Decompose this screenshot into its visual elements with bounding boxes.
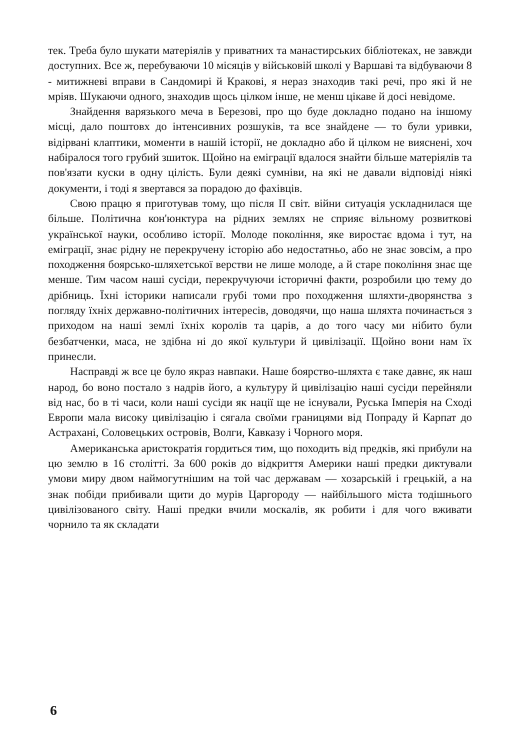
paragraph: Знайдення варязького меча в Березові, про що буде докладно подано на іншому місці, дало поштовх до інтенсивних розшуків, та все знайдене — то були уривки, відірвані клаптики, моменти в нашій історії, не докладно або й цілком не вияснені, хоч набіралося того грубий зшиток. Щойно на еміграції вдалося знайти більше матеріялів та пов'язати куски в одну цілість. Були деякі сумніви, на які не давали відповіді ніякі документи, і тоді я звертався за порадою до фахівців. bbox=[48, 106, 472, 195]
paragraph: Американська аристократія гордиться тим, що походить від предків, які прибули на цю землю в 16 столітті. За 600 років до відкриття Америки наші предки диктували умови миру двом наймогутнішим на той час державам — хозарській і грецькій, а на знак побіди прибивали щити до мурів Царгороду — найбільшого міста тодішнього цивілізованого світу. Наші предки вчили москалів, як робити і для чого вживати чорнило та як складати bbox=[48, 442, 472, 532]
paragraph: Свою працю я приготував тому, що після ІІ світ. війни ситуація ускладнилася ще більше. Політична кон'юнктура на рідних землях не сприяє вільному розвиткові української науки, особливо історії. Молоде покоління, яке виростає вдома і тут, на еміграції, знає рідну не перекручену історію або недостатньо, або не знає зовсім, а про походження боярсько-шляхетської верстви не лише молоде, а й старе покоління знає ще менше. Тим часом наші сусіди, перекручуючи історичні факти, розробили цю тему до дрібниць. Їхні історики написали грубі томи про походження шляхти-дворянства з погляду їхніх державно-політичних інтересів, доводячи, що наша шляхта починається з приходом на наші землі їхніх королів та царів, а до того часу ми нібито були безбатченки, маса, не здібна ні до якої культури й цивілізації. Щойно вони нам їх принесли. bbox=[48, 197, 472, 363]
page-number: 6 bbox=[50, 704, 57, 719]
paragraph: тек. Треба було шукати матеріялів у приватних та манастирських бібліотеках, не завжди доступних. Все ж, перебуваючи 10 місяців у військовій школі у Варшаві та відбуваючи 8 - митижневі вправи в Сандомирі й Кракові, я нераз знаходив такі речі, про які й не мріяв. Шукаючи одного, знаходив щось цілком інше, не менш цікаве й досі невідоме. bbox=[48, 45, 472, 103]
paragraph: Насправді ж все це було якраз навпаки. Наше боярство-шляхта є таке давнє, як наш народ, бо воно постало з надрів його, а культуру й цивілізацію наші сусіди перейняли від нас, бо в ті часи, коли наші сусіди як нації ще не існували, Руська Імперія на Сході Европи мала високу цивілізацію і сягала своїми границями від Попраду й Карпат до Астрахані, Соловецьких островів, Волги, Кавказу і Чорного моря. bbox=[48, 366, 472, 440]
page-body-text bbox=[48, 44, 472, 534]
